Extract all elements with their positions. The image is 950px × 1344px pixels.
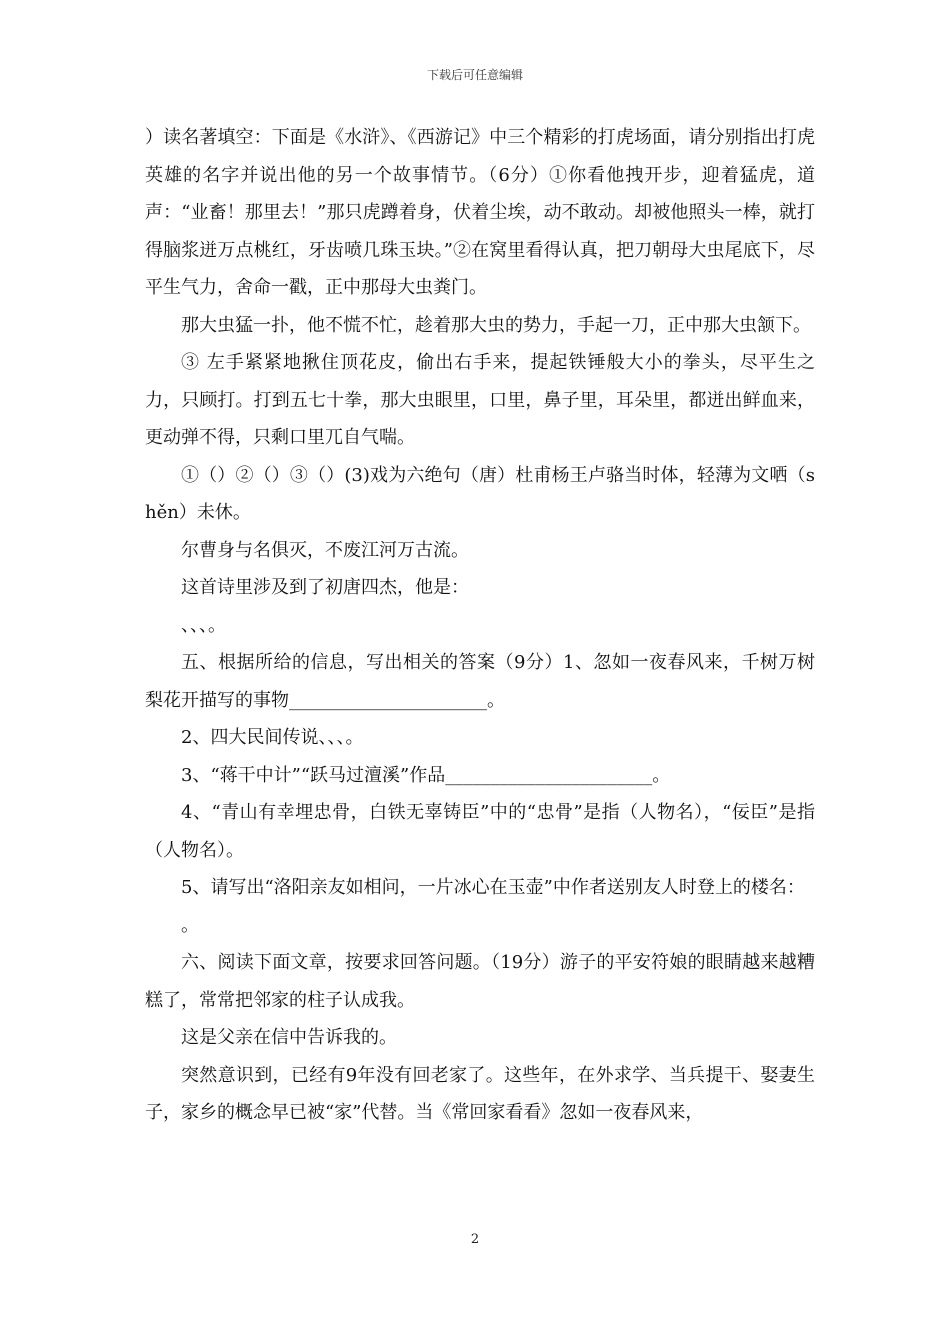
paragraph: 这是父亲在信中告诉我的。 bbox=[181, 1027, 397, 1048]
page-header: 下载后可任意编辑 bbox=[426, 68, 523, 82]
paragraph: 突然意识到，已经有9年没有回老家了。这些年，在外求学、当兵提干、娶妻生子，家乡的概念早已被“家”代替。当《常回家看看》忽如一夜春风来， bbox=[145, 1064, 815, 1123]
paragraph: 那大虫猛一扑，他不慌不忙，趁着那大虫的势力，手起一刀，正中那大虫颔下。 bbox=[181, 314, 811, 336]
paragraph: 、、、。 bbox=[181, 614, 226, 636]
paragraph: 五、根据所给的信息，写出相关的答案（9分）1、忽如一夜春风来，千树万树梨花开描写的事物______________________。 bbox=[145, 652, 815, 711]
paragraph: ）读名著填空：下面是《水浒》、《西游记》中三个精彩的打虎场面，请分别指出打虎英雄的名字并说出他的另一个故事情节。（6分）①你看他拽开步，迎着猛虎，道声：“业畜！那里去！”那只虎蹲着身，伏着尘埃，动不敢动。却被他照头一棒，就打得脑浆迸万点桃红，牙齿喷几珠玉块。”②在窝里看得认真，把刀朝母大虫尾底下，尽平生气力，舍命一戳，正中那母大虫粪门。 bbox=[145, 127, 815, 298]
paragraph: ③ 左手紧紧地揪住顶花皮，偷出右手来，提起铁锤般大小的拳头，尽平生之力，只顾打。打到五七十拳，那大虫眼里，口里，鼻子里，耳朵里，都迸出鲜血来，更动弹不得，只剩口里兀自气喘。 bbox=[145, 352, 815, 448]
paragraph: ①（）②（）③（）(3)戏为六绝句（唐）杜甫杨王卢骆当时体，轻薄为文哂（shěn）未休。 bbox=[145, 464, 815, 523]
paragraph: 尔曹身与名俱灭，不废江河万古流。 bbox=[181, 539, 469, 561]
paragraph: 3、“蒋干中计”“跃马过澶溪”作品_______________________。 bbox=[181, 764, 671, 786]
paragraph: 5、请写出“洛阳亲友如相问，一片冰心在玉壶”中作者送别友人时登上的楼名： bbox=[181, 877, 805, 898]
paragraph: 六、阅读下面文章，按要求回答问题。（19分）游子的平安符娘的眼睛越来越糟糕了，常常把邻家的柱子认成我。 bbox=[145, 952, 815, 1011]
document-body bbox=[145, 119, 815, 1132]
page-number: 2 bbox=[470, 1232, 480, 1247]
paragraph: 2、四大民间传说、、、。 bbox=[181, 727, 364, 748]
paragraph: 。 bbox=[181, 914, 199, 936]
paragraph: 这首诗里涉及到了初唐四杰，他是： bbox=[181, 577, 469, 598]
paragraph: 4、“青山有幸埋忠骨，白铁无辜铸臣”中的“忠骨”是指（人物名），“佞臣”是指（人物名）。 bbox=[145, 802, 815, 861]
